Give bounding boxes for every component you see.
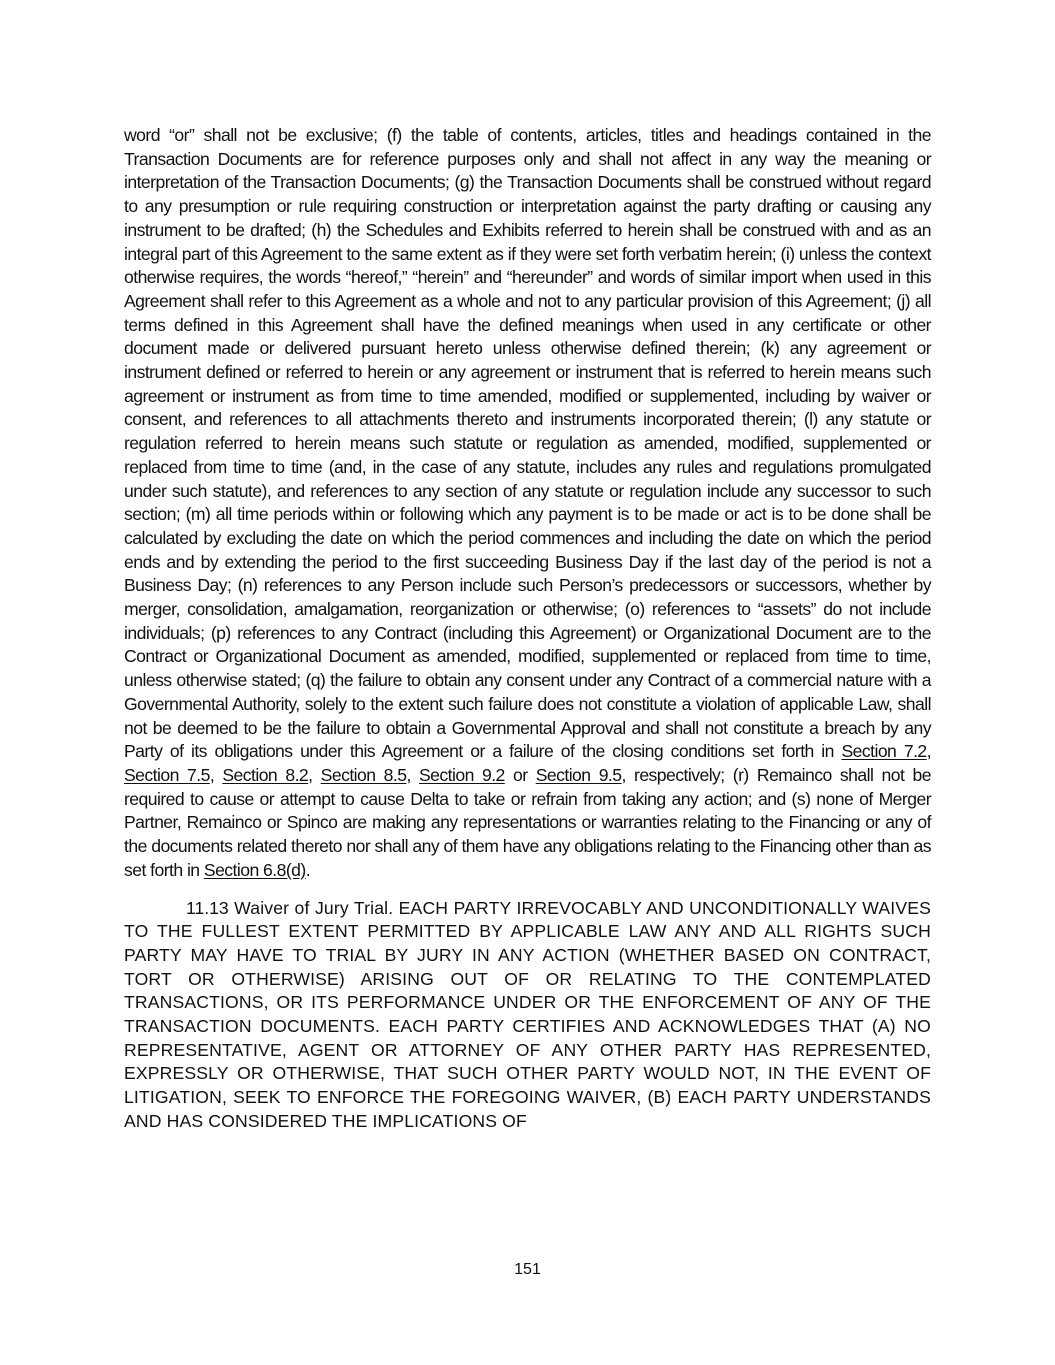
section-8-5-link[interactable]: Section 8.5 bbox=[320, 764, 407, 785]
document-page bbox=[124, 124, 931, 1134]
separator-4: , bbox=[406, 764, 419, 785]
section-9-2-link[interactable]: Section 9.2 bbox=[418, 764, 505, 785]
section-7-5-link[interactable]: Section 7.5 bbox=[124, 764, 210, 785]
paragraph-text-c: . bbox=[305, 859, 311, 880]
separator-3: , bbox=[308, 764, 321, 785]
section-8-2-link[interactable]: Section 8.2 bbox=[222, 764, 309, 785]
definitions-paragraph bbox=[124, 124, 931, 883]
section-9-5-link[interactable]: Section 9.5 bbox=[535, 764, 622, 785]
separator-5: or bbox=[504, 764, 536, 785]
section-11-13-paragraph bbox=[124, 897, 931, 1134]
separator-1: , bbox=[926, 741, 931, 762]
paragraph-text-b: , respectively; (r) Remainco shall not be required to cause or attempt to cause Delta to take or refrain from taking any action; and (s) none of Merger Partner, Remainco or Spinco are making any representations or warranties relating to the Financing or any of the documents related thereto nor shall any of them have any obligations relating to the Financing other than as set forth in bbox=[124, 764, 931, 880]
page-number: 151 bbox=[514, 1261, 541, 1278]
paragraph-text-a: word “or” shall not be exclusive; (f) the table of contents, articles, titles and headings contained in the Transaction Documents are for reference purposes only and shall not affect in any way the meaning or interpretation of the Transaction Documents; (g) the Transaction Documents shall be construed without regard to any presumption or rule requiring construction or interpretation against the party drafting or causing any instrument to be drafted; (h) the Schedules and Exhibits referred to herein shall be construed with and as an integral part of this Agreement to the same extent as if they were set forth verbatim herein; (i) unless the context otherwise requires, the words “hereof,” “herein” and “hereunder” and words of similar import when used in this Agreement shall refer to this Agreement as a whole and not to any particular provision of this Agreement; (j) all terms defined in this Agreement shall have the defined meanings when used in any certificate or other document made or delivered pursuant hereto unless otherwise defined therein; (k) any agreement or instrument defined or referred to herein or any agreement or instrument that is referred to herein means such agreement or instrument as from time to time amended, modified or supplemented, including by waiver or consent, and references to all attachments thereto and instruments incorporated therein; (l) any statute or regulation referred to herein means such statute or regulation as amended, modified, supplemented or replaced from time to time (and, in the case of any statute, includes any rules and regulations promulgated under such statute), and references to any section of any statute or regulation include any successor to such section; (m) all time periods within or following which any payment is to be made or act is to be done shall be calculated by excluding the date on which the period commences and including the date on which the period ends and by extending the period to the first succeeding Business Day if the last day of the period is not a Business Day; (n) references to any Person include such Person’s predecessors or successors, whether by merger, consolidation, amalgamation, reorganization or otherwise; (o) references to “assets” do not include individuals; (p) references to any Contract (including this Agreement) or Organizational Document are to the Contract or Organizational Document as amended, modified, supplemented or replaced from time to time, unless otherwise stated; (q) the failure to obtain any consent under any Contract of a commercial nature with a Governmental Authority, solely to the extent such failure does not constitute a violation of applicable Law, shall not be deemed to be the failure to obtain a Governmental Approval and shall not constitute a breach by any Party of its obligations under this Agreement or a failure of the closing conditions set forth in bbox=[124, 125, 931, 762]
separator-2: , bbox=[209, 764, 223, 785]
section-number: 11.13 bbox=[186, 897, 229, 918]
section-6-8-d-link[interactable]: Section 6.8(d) bbox=[203, 859, 306, 880]
section-7-2-link[interactable]: Section 7.2 bbox=[841, 741, 927, 762]
section-heading: Waiver of Jury Trial. bbox=[234, 897, 394, 918]
section-body: EACH PARTY IRREVOCABLY AND UNCONDITIONALLY WAIVES TO THE FULLEST EXTENT PERMITTED BY APPLICABLE LAW ANY AND ALL RIGHTS SUCH PARTY MAY HAVE TO TRIAL BY JURY IN ANY ACTION (WHETHER BASED ON CONTRACT, TORT OR OTHERWISE) ARISING OUT OF OR RELATING TO THE CONTEMPLATED TRANSACTIONS, OR ITS PERFORMANCE UNDER OR THE ENFORCEMENT OF ANY OF THE TRANSACTION DOCUMENTS. EACH PARTY CERTIFIES AND ACKNOWLEDGES THAT (A) NO REPRESENTATIVE, AGENT OR ATTORNEY OF ANY OTHER PARTY HAS REPRESENTED, EXPRESSLY OR OTHERWISE, THAT SUCH OTHER PARTY WOULD NOT, IN THE EVENT OF LITIGATION, SEEK TO ENFORCE THE FOREGOING WAIVER, (B) EACH PARTY UNDERSTANDS AND HAS CONSIDERED THE IMPLICATIONS OF bbox=[124, 897, 931, 1131]
